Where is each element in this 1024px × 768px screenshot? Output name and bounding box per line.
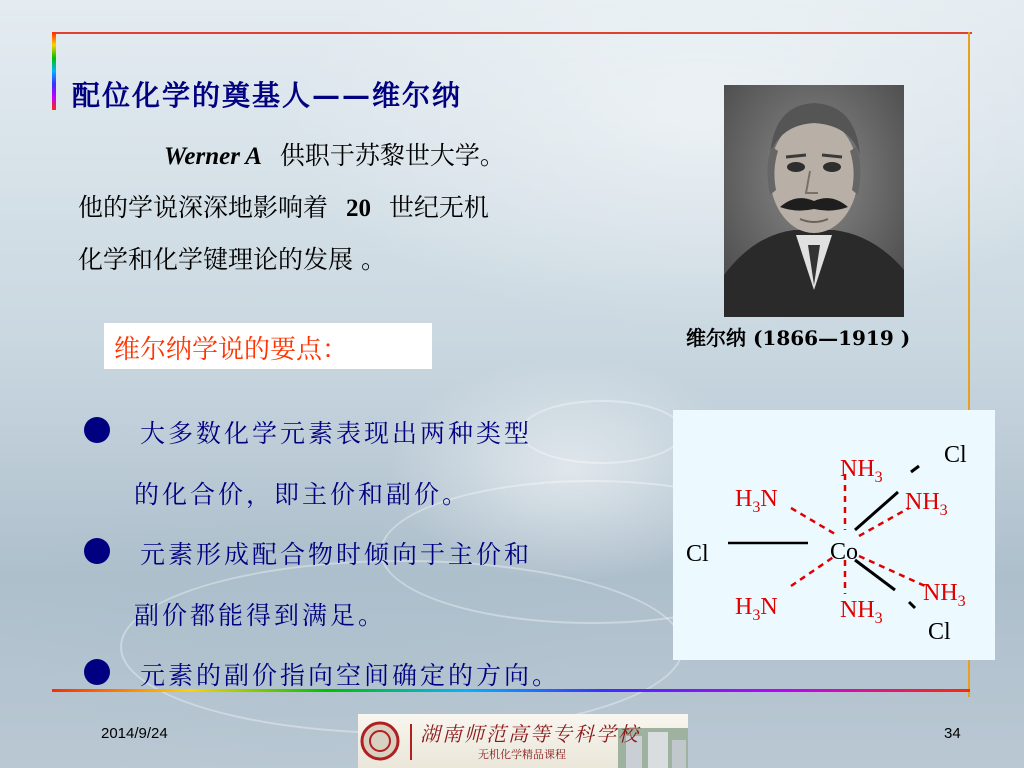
intro-line3: 化学和化学键理论的发展 。 <box>78 245 386 274</box>
nh3-lower-right-nh: NH <box>923 580 958 606</box>
h3n-lower-n: N <box>760 594 778 620</box>
logo-school-name: 湖南师范高等专科学校 <box>420 722 640 746</box>
key-points-box <box>104 323 432 369</box>
bullet-1-line-2: 的化合价，即主价和副价。 <box>134 480 471 509</box>
nh3-top-nh: NH <box>840 456 875 482</box>
logo-course-name: 无机化学精品课程 <box>478 748 566 761</box>
co-complex-diagram <box>673 410 995 660</box>
bullet-dot-icon <box>84 659 110 685</box>
cl-bond <box>909 602 915 608</box>
werner-portrait <box>724 85 904 317</box>
page-number: 34 <box>944 725 961 742</box>
cl-bond <box>855 492 898 530</box>
bullet-3-line-1: 元素的副价指向空间确定的方向。 <box>140 661 561 690</box>
ligand-bond <box>859 508 909 536</box>
h3n-lower-h: H <box>735 594 753 620</box>
cl-left: Cl <box>686 541 709 567</box>
cl-top: Cl <box>944 442 967 468</box>
bullet-dot-icon <box>84 417 110 443</box>
intro-century: 20 <box>345 195 371 222</box>
bullet-2-line-2: 副价都能得到满足。 <box>134 601 387 630</box>
h3n-upper-n: N <box>760 486 778 512</box>
cl-bottom: Cl <box>928 619 951 645</box>
h3n-upper-h: H <box>735 486 753 512</box>
top-rule <box>56 32 972 34</box>
intro-line1: 供职于苏黎世大学。 <box>279 141 505 170</box>
water-ripple <box>520 400 684 464</box>
key-points-label: 维尔纳学说的要点： <box>114 335 349 365</box>
footer-date: 2014/9/24 <box>101 725 168 742</box>
nh3-right <box>905 489 948 519</box>
h3n-lower <box>735 594 778 624</box>
nh3-top <box>840 456 883 486</box>
bullet-dot-icon <box>84 538 110 564</box>
slide-title: 配位化学的奠基人——维尔纳 <box>72 79 463 112</box>
co-center: Co <box>830 539 859 565</box>
intro-paragraph <box>78 130 678 285</box>
intro-line2-pre: 他的学说深深地影响着 <box>78 193 329 222</box>
werner-name: Werner A <box>164 143 262 170</box>
bullet-2-line-1: 元素形成配合物时倾向于主价和 <box>140 540 533 569</box>
nh3-bottom <box>840 597 883 627</box>
water-ripple <box>120 560 684 734</box>
nh3-right-nh: NH <box>905 489 940 515</box>
h3n-lower-sub: 3 <box>752 607 761 624</box>
ligand-bond <box>791 556 835 586</box>
bullet-1-line-1: 大多数化学元素表现出两种类型 <box>140 419 533 448</box>
intro-line2-post: 世纪无机 <box>388 193 489 222</box>
left-rainbow-bar <box>52 32 56 110</box>
h3n-upper-sub: 3 <box>752 499 761 516</box>
nh3-lower-right <box>923 580 966 610</box>
nh3-lower-right-sub: 3 <box>957 593 966 610</box>
portrait-caption: 维尔纳 (1866—1919 ) <box>686 326 911 350</box>
h3n-upper <box>735 486 778 516</box>
cl-bond <box>911 466 919 472</box>
nh3-top-sub: 3 <box>874 469 883 486</box>
nh3-right-sub: 3 <box>939 502 948 519</box>
cl-bond <box>855 560 895 590</box>
ligand-bond <box>791 508 835 534</box>
nh3-bottom-nh: NH <box>840 597 875 623</box>
nh3-bottom-sub: 3 <box>874 610 883 627</box>
school-logo-banner <box>358 714 688 768</box>
